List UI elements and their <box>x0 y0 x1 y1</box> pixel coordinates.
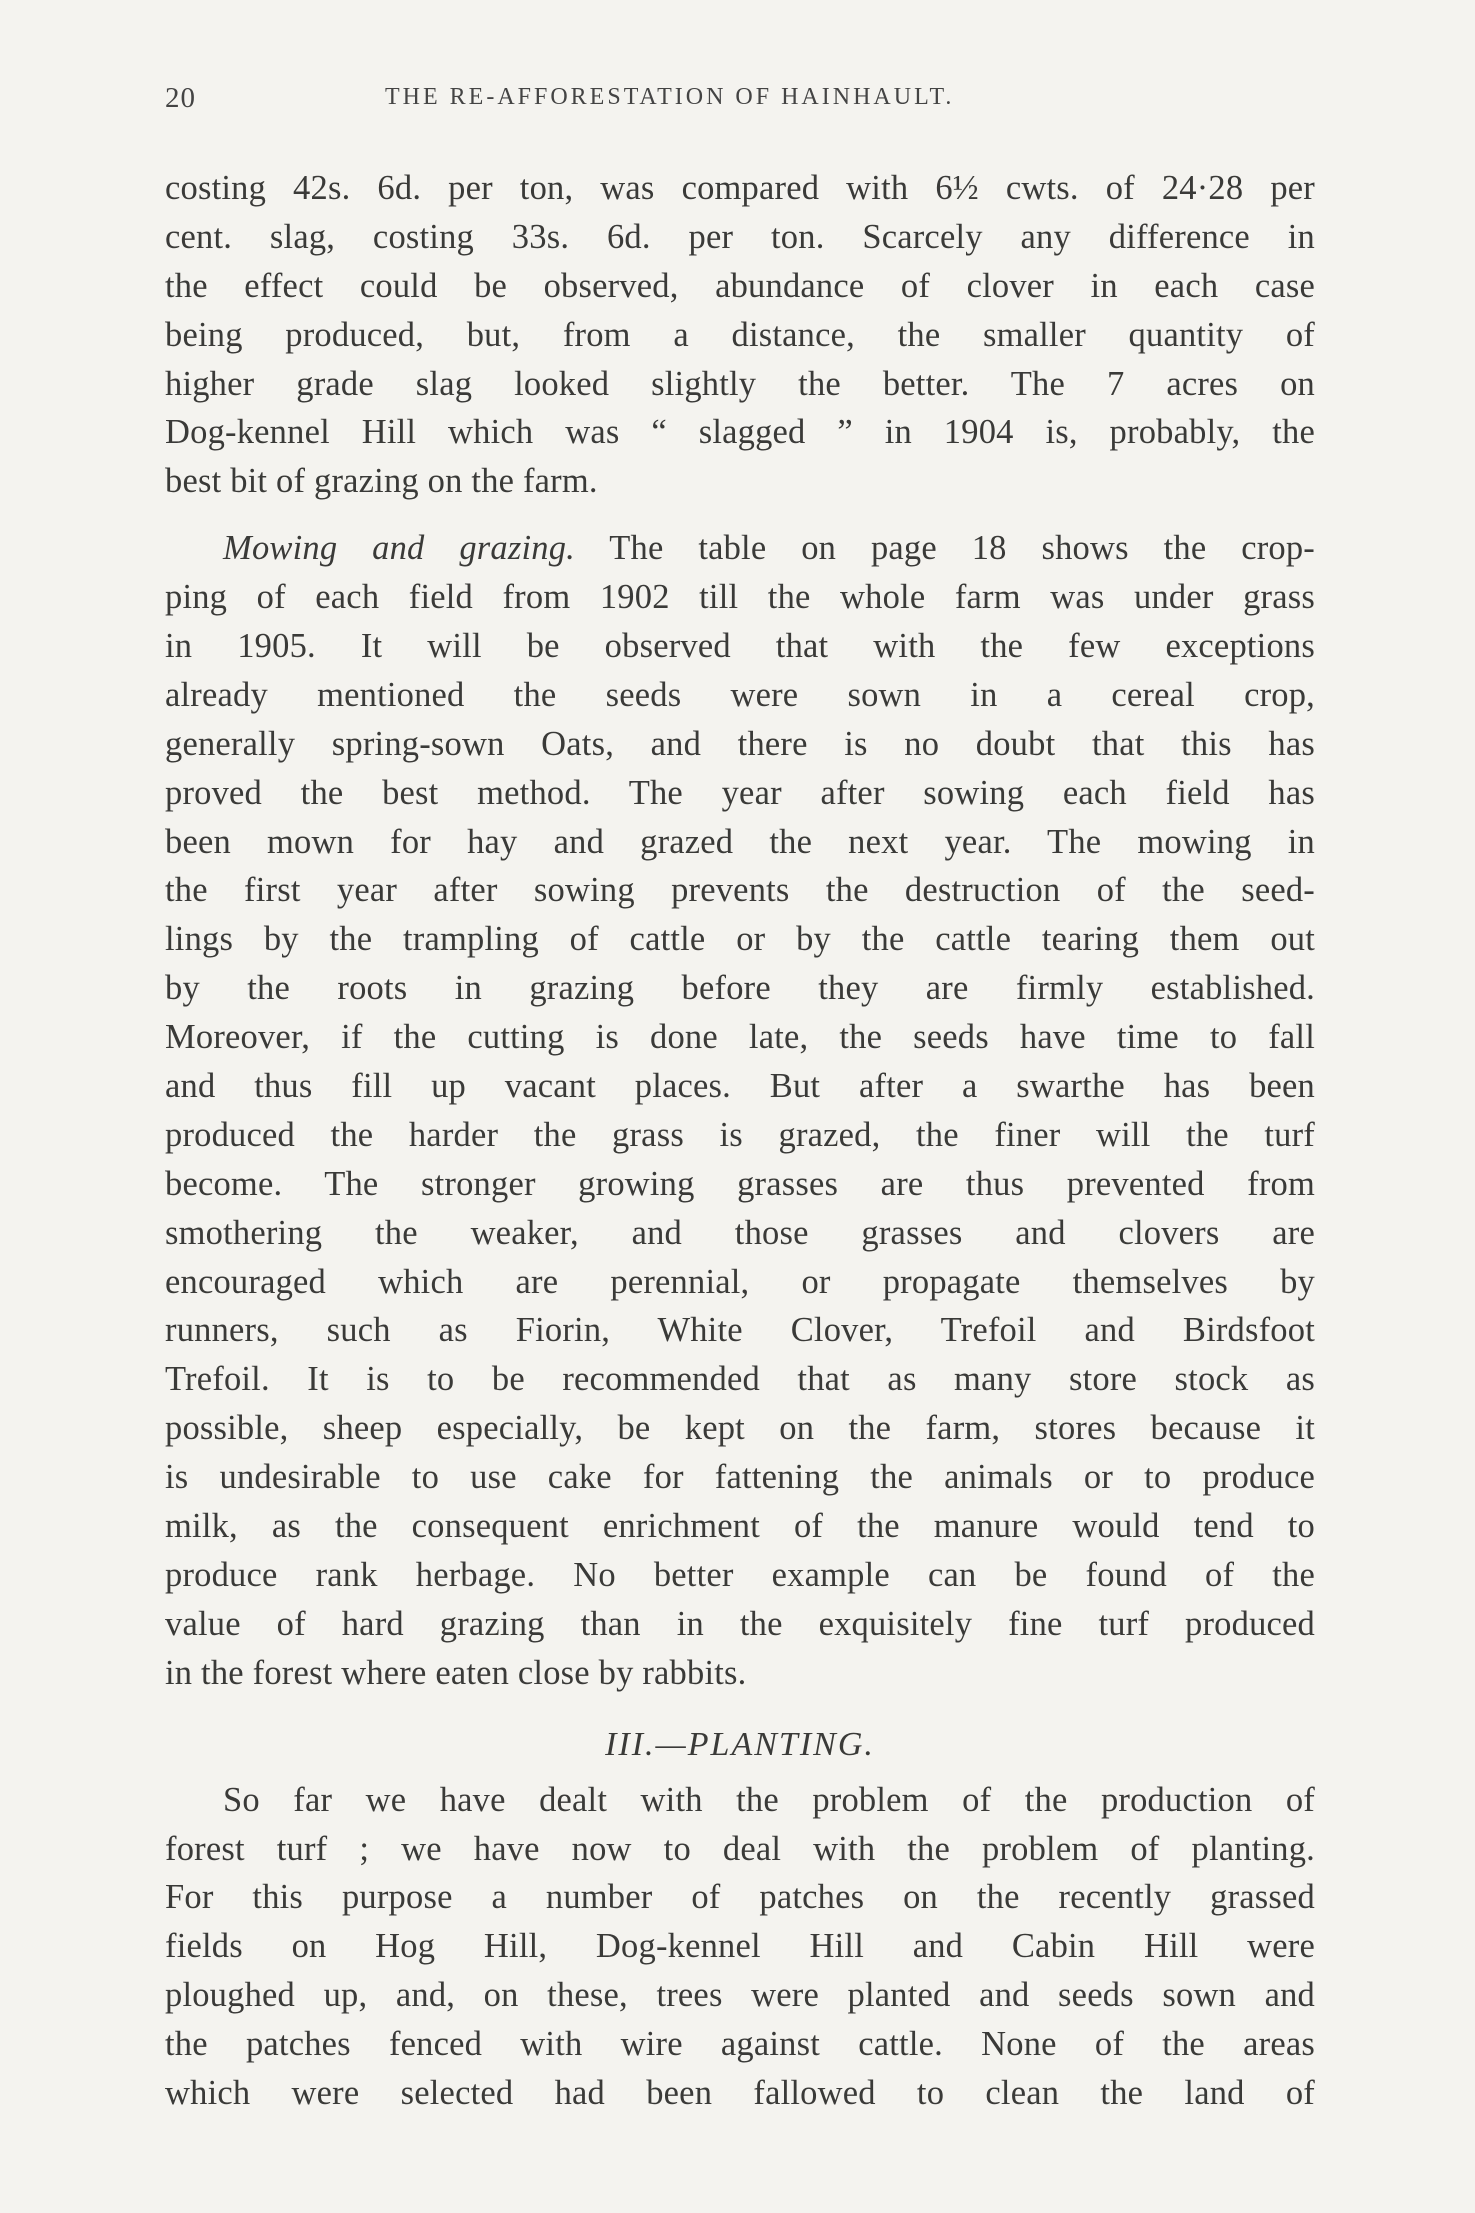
text-line: generally spring-sown Oats, and there is no doubt that this has <box>165 724 1315 763</box>
text-line: and thus fill up vacant places. But after a swarthe has been <box>165 1067 1315 1106</box>
text-line: ping of each field from 1902 till the whole farm was under grass <box>165 578 1315 617</box>
text-line: lings by the trampling of cattle or by the cattle tearing them out <box>165 920 1315 959</box>
body-text <box>165 164 1315 2118</box>
text-line: runners, such as Fiorin, White Clover, Trefoil and Birdsfoot <box>165 1311 1315 1350</box>
text-line: proved the best method. The year after sowing each field has <box>165 773 1315 812</box>
text-line: costing 42s. 6d. per ton, was compared with 6½ cwts. of 24·28 per <box>165 169 1315 207</box>
section-heading: III.—PLANTING. <box>605 1725 875 1763</box>
text-line: Trefoil. It is to be recommended that as many store stock as <box>165 1360 1315 1399</box>
paragraph-planting <box>165 1776 1315 2118</box>
paragraph-fertilizer <box>165 164 1315 506</box>
text-line: been mown for hay and grazed the next year. The mowing in <box>165 822 1315 861</box>
text-line: Dog-kennel Hill which was “ slagged ” in 1904 is, probably, the <box>165 413 1315 452</box>
text-line: value of hard grazing than in the exquisitely fine turf produced <box>165 1604 1315 1643</box>
text-line: produce rank herbage. No better example can be found of the <box>165 1555 1315 1594</box>
text-line: smothering the weaker, and those grasses and clovers are <box>165 1213 1315 1252</box>
text-line: ploughed up, and, on these, trees were planted and seeds sown and <box>165 1976 1315 2015</box>
text-line: higher grade slag looked slightly the better. The 7 acres on <box>165 364 1315 403</box>
text-line: in 1905. It will be observed that with the few exceptions <box>165 627 1315 666</box>
text-line: possible, sheep especially, be kept on the farm, stores because it <box>165 1409 1315 1448</box>
text-line: in the forest where eaten close by rabbits. <box>165 1653 747 1692</box>
text-line: encouraged which are perennial, or propagate themselves by <box>165 1262 1315 1301</box>
text-line: produced the harder the grass is grazed, the finer will the turf <box>165 1115 1315 1154</box>
text-line: the patches fenced with wire against cattle. None of the areas <box>165 2025 1315 2064</box>
text-line: fields on Hog Hill, Dog-kennel Hill and Cabin Hill were <box>165 1927 1315 1966</box>
text-line: the effect could be observed, abundance of clover in each case <box>165 266 1315 305</box>
running-title: THE RE-AFFORESTATION OF HAINHAULT. <box>385 84 955 110</box>
text-line: being produced, but, from a distance, the smaller quantity of <box>165 315 1315 354</box>
text-line: cent. slag, costing 33s. 6d. per ton. Scarcely any difference in <box>165 217 1315 256</box>
text-line: For this purpose a number of patches on the recently grassed <box>165 1878 1315 1917</box>
text-line: forest turf ; we have now to deal with the problem of planting. <box>165 1829 1315 1868</box>
text-line: Moreover, if the cutting is done late, the seeds have time to fall <box>165 1018 1315 1057</box>
text-line: best bit of grazing on the farm. <box>165 462 598 501</box>
text-line: milk, as the consequent enrichment of the manure would tend to <box>165 1507 1315 1546</box>
text-line: by the roots in grazing before they are firmly established. <box>165 969 1315 1008</box>
page-number: 20 <box>165 82 196 114</box>
paragraph-mowing-and-grazing <box>165 524 1315 1697</box>
paragraph-lead-italic: Mowing and grazing. <box>223 529 575 568</box>
text-line: So far we have dealt with the problem of the production of <box>223 1780 1315 1819</box>
text-line: which were selected had been fallowed to clean the land of <box>165 2073 1315 2112</box>
text-line: become. The stronger growing grasses are thus prevented from <box>165 1164 1315 1203</box>
text-line: is undesirable to use cake for fattening the animals or to produce <box>165 1458 1315 1497</box>
text-line: the first year after sowing prevents the destruction of the seed- <box>165 871 1315 910</box>
text-line-first <box>165 524 1315 573</box>
page-header <box>165 82 1315 122</box>
text-line: already mentioned the seeds were sown in a cereal crop, <box>165 675 1315 714</box>
text-line-rest: The table on page 18 shows the crop- <box>575 529 1315 568</box>
